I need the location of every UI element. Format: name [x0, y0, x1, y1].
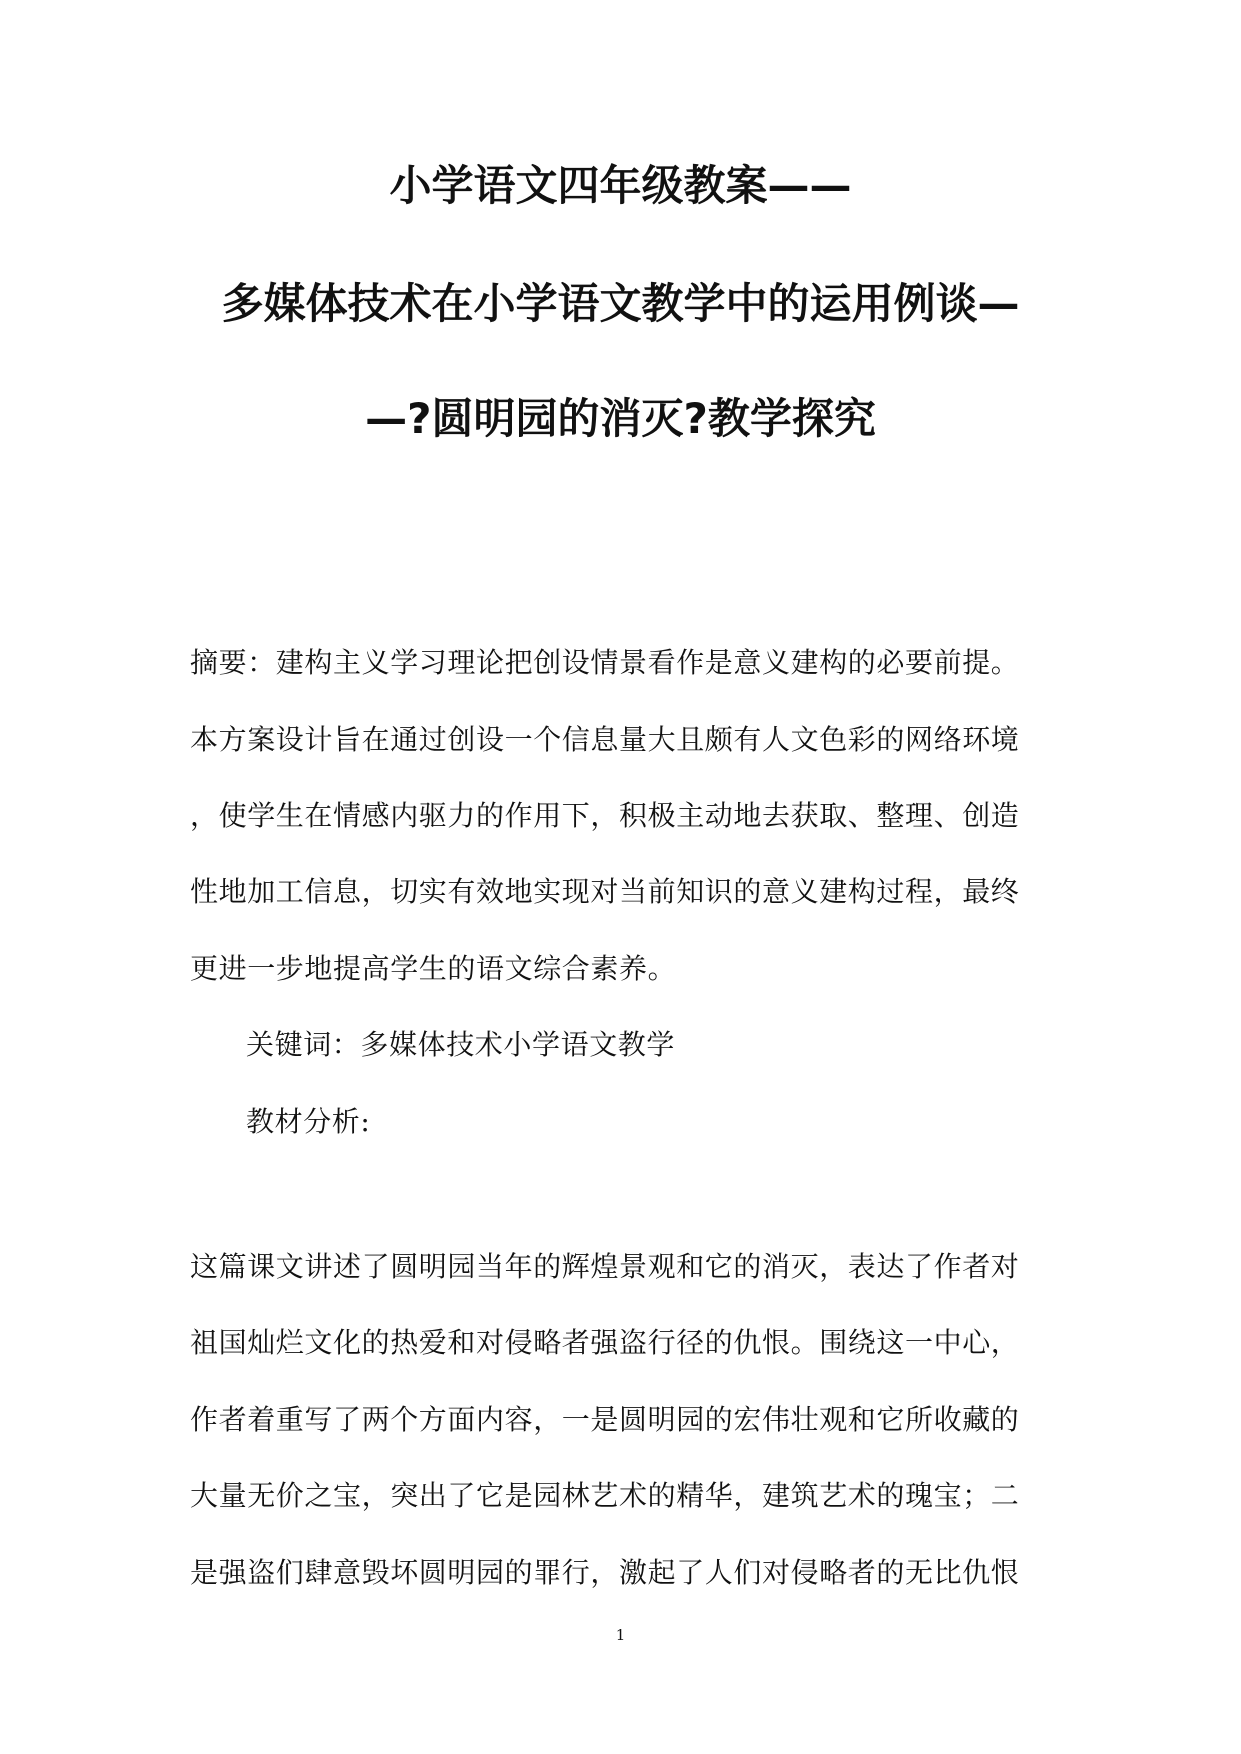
abstract-line: 性地加工信息，切实有效地实现对当前知识的意义建构过程，最终 [190, 875, 1020, 908]
abstract-line: ，使学生在情感内驱力的作用下，积极主动地去获取、整理、创造 [190, 799, 1020, 832]
analysis-line: 祖国灿烂文化的热爱和对侵略者强盗行径的仇恨。围绕这一中心， [190, 1326, 1020, 1359]
abstract-line: 更进一步地提高学生的语文综合素养。 [190, 952, 677, 985]
abstract-line: 摘要：建构主义学习理论把创设情景看作是意义建构的必要前提。 [190, 646, 1020, 679]
abstract-line: 本方案设计旨在通过创设一个信息量大且颇有人文色彩的网络环境 [190, 723, 1020, 756]
title-line-2: 多媒体技术在小学语文教学中的运用例谈— [221, 279, 1020, 328]
analysis-line: 大量无价之宝，突出了它是园林艺术的精华，建筑艺术的瑰宝；二 [190, 1479, 1020, 1512]
page-number: 1 [615, 1626, 626, 1644]
section-heading-material-analysis: 教材分析: [246, 1105, 371, 1138]
analysis-line: 作者着重写了两个方面内容，一是圆明园的宏伟壮观和它所收藏的 [190, 1403, 1020, 1436]
title-line-3: —?圆明园的消灭?教学探究 [365, 394, 876, 443]
analysis-line: 是强盗们肆意毁坏圆明园的罪行，激起了人们对侵略者的无比仇恨 [190, 1556, 1020, 1589]
keywords-line: 关键词：多媒体技术小学语文教学 [246, 1028, 676, 1061]
title-line-1: 小学语文四年级教案—— [389, 161, 852, 210]
analysis-line: 这篇课文讲述了圆明园当年的辉煌景观和它的消灭，表达了作者对 [190, 1250, 1020, 1283]
